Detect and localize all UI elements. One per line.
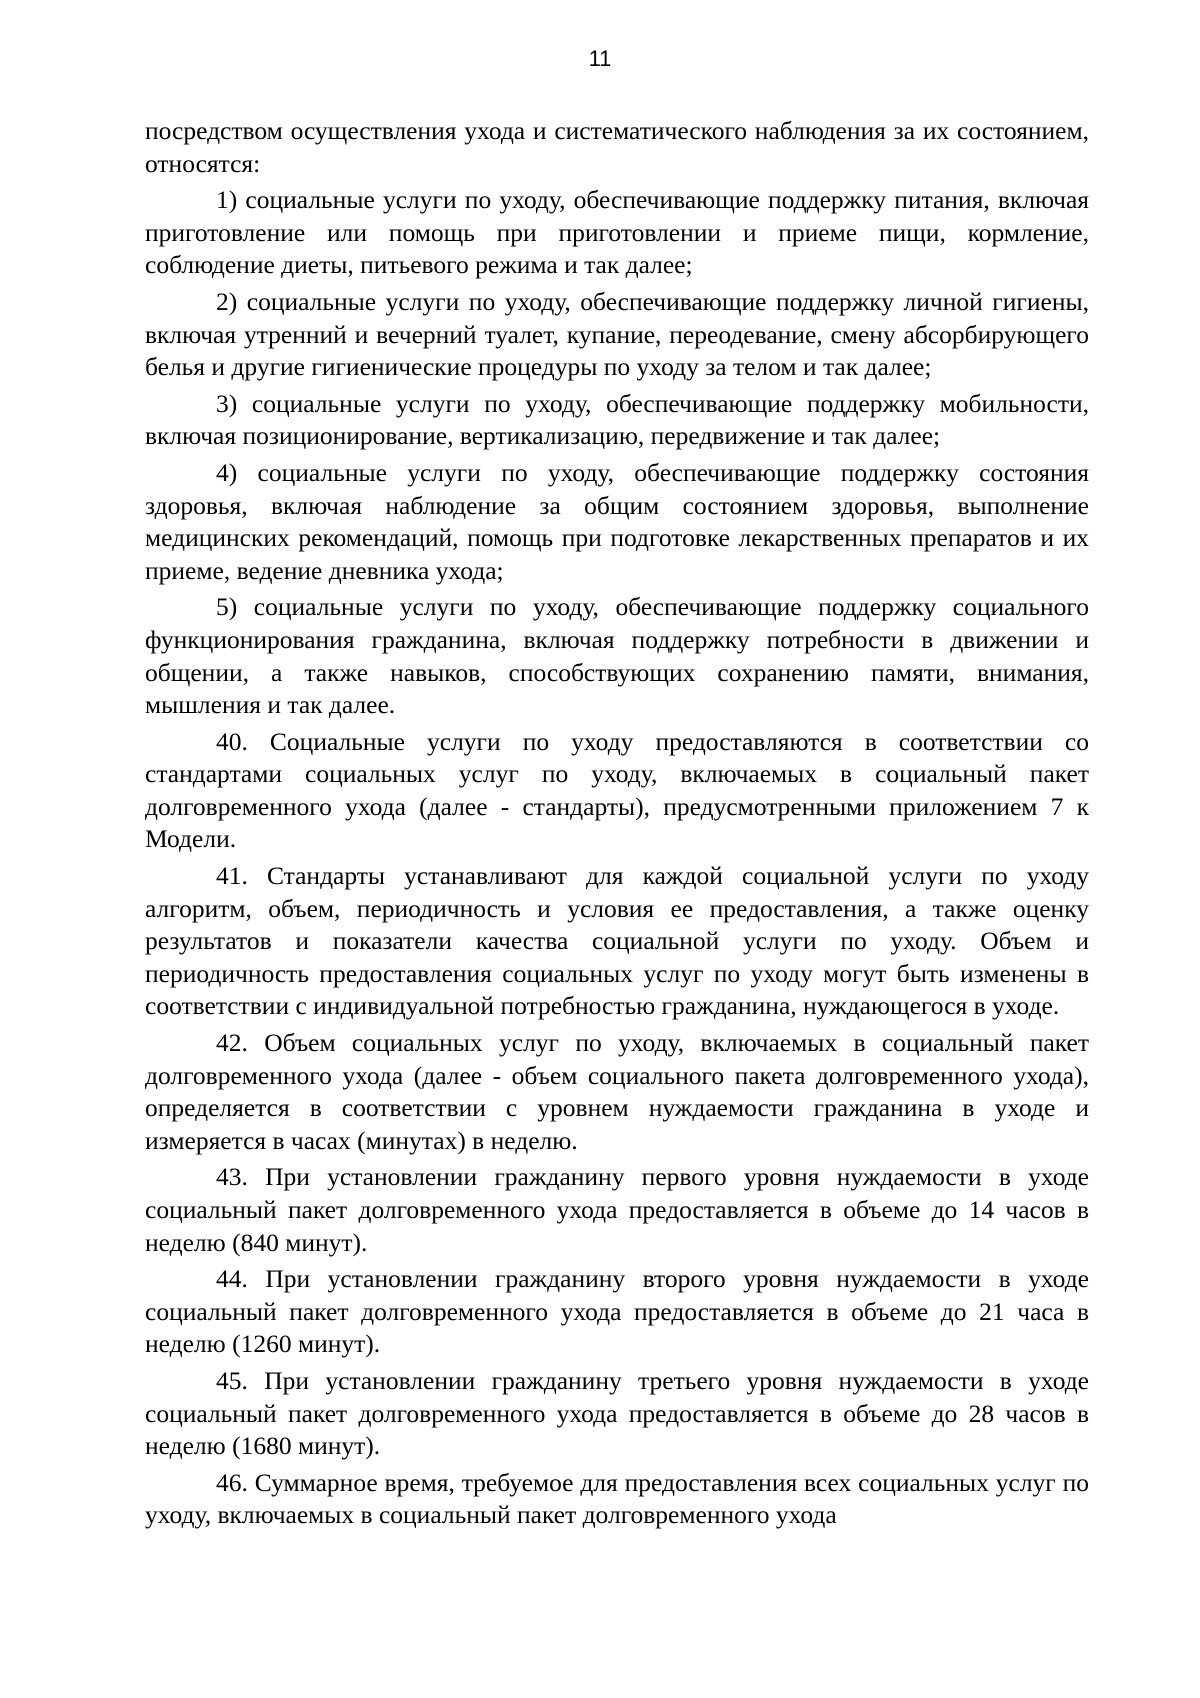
list-item-4-health: 4) социальные услуги по уходу, обеспечивающие поддержку состояния здоровья, включая наблюдение за общим состоянием здоровья, выполнение медицинских рекомендаций, помощь при подготовке лекарственных препаратов и их приеме, ведение дневника ухода;	[145, 457, 1089, 585]
list-item-1-nutrition: 1) социальные услуги по уходу, обеспечивающие поддержку питания, включая приготовление или помощь при приготовлении и приеме пищи, кормление, соблюдение диеты, питьевого режима и так далее;	[145, 185, 1089, 280]
clause-41: 41. Стандарты устанавливают для каждой социальной услуги по уходу алгоритм, объем, периодичность и условия ее предоставления, а также оценку результатов и показатели качества социальной услуги по уходу. Объем и периодичность предоставления социальных услуг по уходу могут быть изменены в соответствии с индивидуальной потребностью гражданина, нуждающегося в уходе.	[145, 861, 1089, 1021]
clause-46: 46. Суммарное время, требуемое для предоставления всех социальных услуг по уходу, включаемых в социальный пакет долговременного ухода	[145, 1467, 1089, 1530]
clause-42: 42. Объем социальных услуг по уходу, включаемых в социальный пакет долговременного ухода (далее - объем социального пакета долговременного ухода), определяется в соответствии с уровнем нуждаемости гражданина в уходе и измеряется в часах (минутах) в неделю.	[145, 1028, 1089, 1155]
clause-45: 45. При установлении гражданину третьего уровня нуждаемости в уходе социальный пакет долговременного ухода предоставляется в объеме до 28 часов в неделю (1680 минут).	[145, 1365, 1089, 1461]
clause-40: 40. Социальные услуги по уходу предоставляются в соответствии со стандартами социальных услуг по уходу, включаемых в социальный пакет долговременного ухода (далее - стандарты), предусмотренными приложением 7 к Модели.	[145, 726, 1089, 854]
page-number: 11	[588, 46, 612, 71]
list-item-3-mobility: 3) социальные услуги по уходу, обеспечивающие поддержку мобильности, включая позиционирование, вертикализацию, передвижение и так далее;	[145, 388, 1089, 451]
clause-43: 43. При установлении гражданину первого уровня нуждаемости в уходе социальный пакет долговременного ухода предоставляется в объеме до 14 часов в неделю (840 минут).	[145, 1162, 1089, 1257]
document-body	[145, 115, 1089, 1536]
clause-44: 44. При установлении гражданину второго уровня нуждаемости в уходе социальный пакет долговременного ухода предоставляется в объеме до 21 часа в неделю (1260 минут).	[145, 1264, 1089, 1359]
list-item-2-hygiene: 2) социальные услуги по уходу, обеспечивающие поддержку личной гигиены, включая утренний и вечерний туалет, купание, переодевание, смену абсорбирующего белья и другие гигиенические процедуры по уходу за телом и так далее;	[145, 286, 1089, 382]
paragraph-intro-continuation: посредством осуществления ухода и систематического наблюдения за их состоянием, относятся:	[145, 116, 1089, 178]
list-item-5-social-functioning: 5) социальные услуги по уходу, обеспечивающие поддержку социального функционирования гражданина, включая поддержку потребности в движении и общении, а также навыков, способствующих сохранению памяти, внимания, мышления и так далее.	[145, 592, 1089, 720]
